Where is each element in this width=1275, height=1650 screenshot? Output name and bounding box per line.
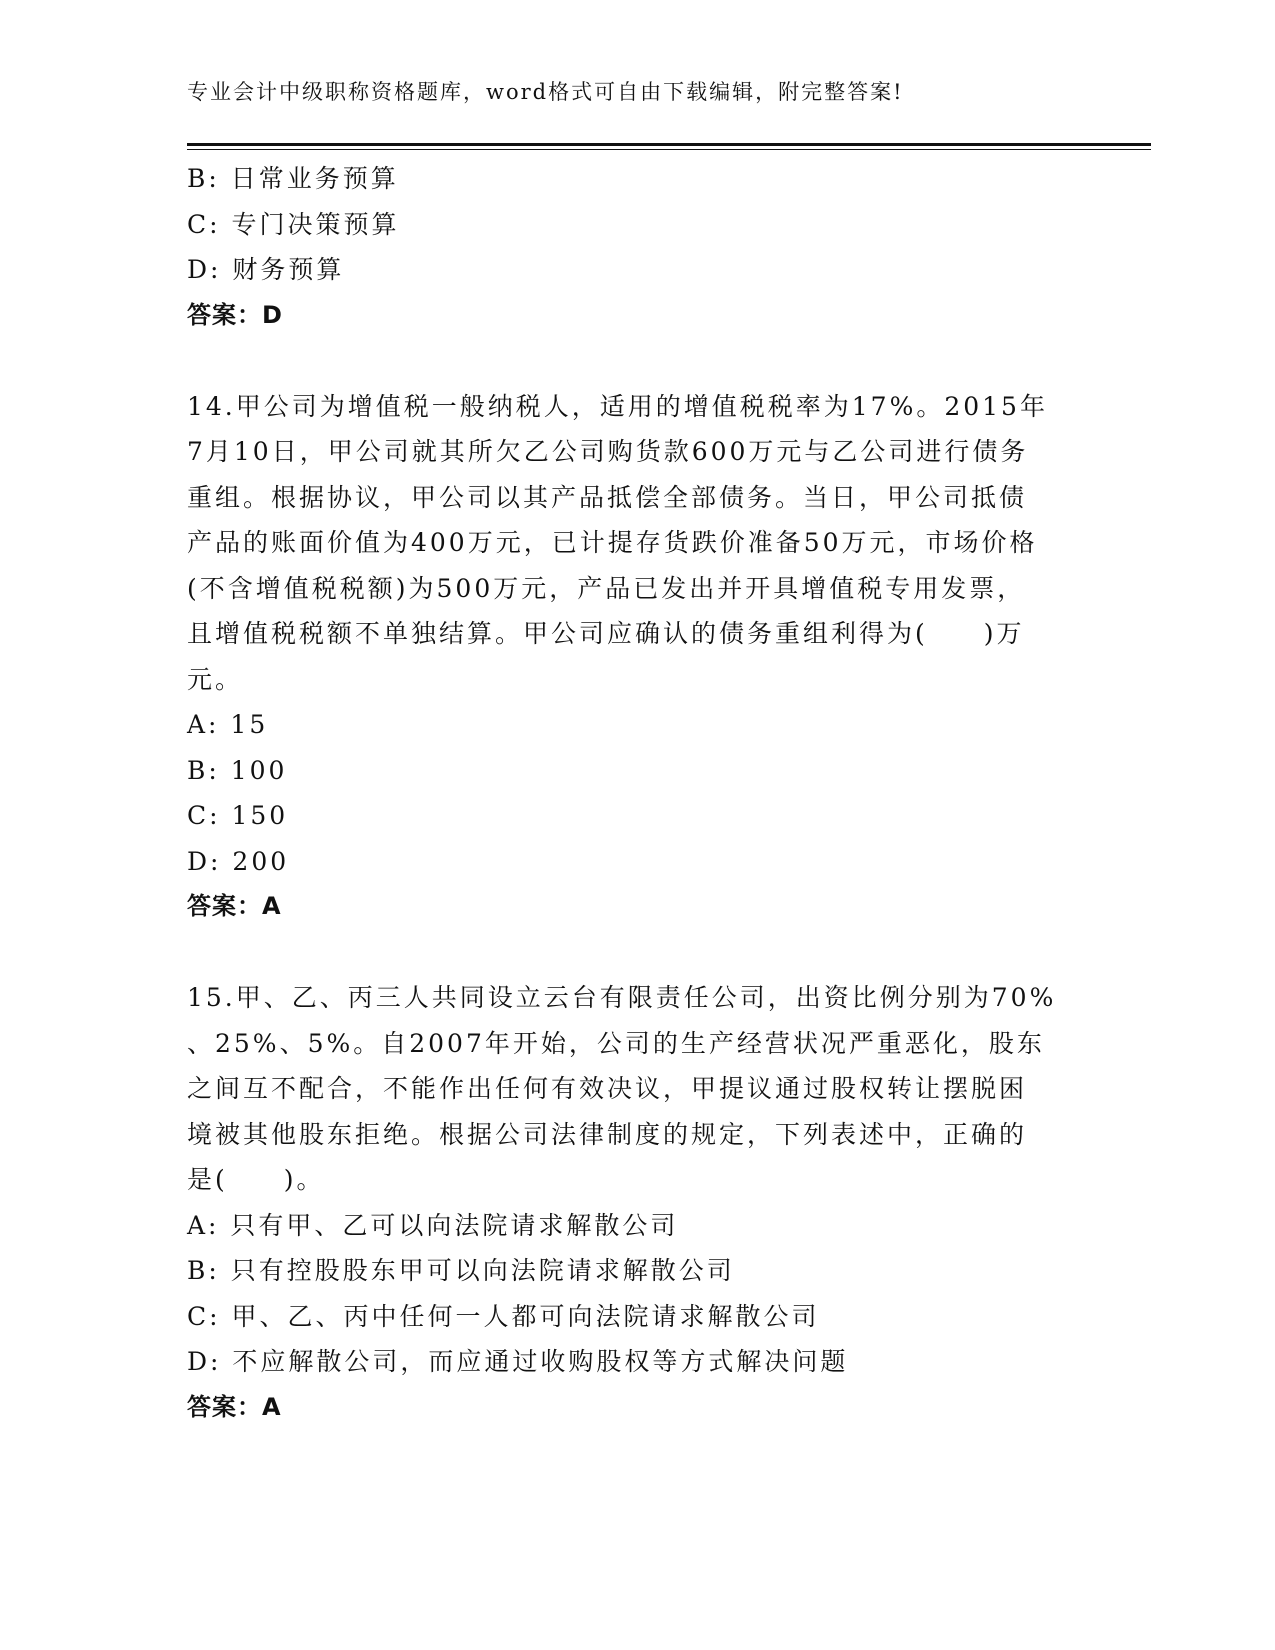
q14-stem-line: 重组。根据协议，甲公司以其产品抵偿全部债务。当日，甲公司抵债 [187, 482, 1028, 512]
q14-stem-line: 元。 [187, 664, 244, 694]
q14-option-b: B: 100 [187, 755, 288, 785]
q15-option-c: C: 甲、乙、丙中任何一人都可向法院请求解散公司 [187, 1301, 820, 1331]
spacer [187, 930, 1087, 976]
q13-option-b: B: 日常业务预算 [187, 164, 399, 193]
q13-option-d: D: 财务预算 [187, 255, 345, 284]
q15-option-a: A: 只有甲、乙可以向法院请求解散公司 [187, 1210, 679, 1240]
q14-stem-line: 7月10日，甲公司就其所欠乙公司购货款600万元与乙公司进行债务 [187, 437, 1029, 466]
q15-stem-line: 境被其他股东拒绝。根据公司法律制度的规定，下列表述中，正确的 [187, 1119, 1028, 1149]
page-header: 专业会计中级职称资格题库，word格式可自由下载编辑，附完整答案! [187, 80, 904, 104]
q14-option-a: A: 15 [187, 710, 269, 739]
header-rule-thick [187, 143, 1151, 146]
q15-option-d: D: 不应解散公司，而应通过收购股权等方式解决问题 [187, 1347, 849, 1376]
q14-option-c: C: 150 [187, 801, 289, 830]
q15-stem-line: 是( )。 [187, 1165, 325, 1194]
q15-option-b: B: 只有控股股东甲可以向法院请求解散公司 [187, 1256, 735, 1285]
q15-answer: 答案：A [187, 1392, 282, 1421]
q14-stem-line: 产品的账面价值为400万元，已计提存货跌价准备50万元，市场价格 [187, 528, 1038, 557]
q14-option-d: D: 200 [187, 846, 290, 876]
q14-stem-line: 且增值税税额不单独结算。甲公司应确认的债务重组利得为( )万 [187, 619, 1025, 648]
q14-answer: 答案：A [187, 892, 282, 920]
question-15-block [187, 975, 1087, 1430]
spacer [187, 338, 1087, 384]
q15-stem-line: 之间互不配合，不能作出任何有效决议，甲提议通过股权转让摆脱困 [187, 1074, 1028, 1103]
q15-stem-line: 、25%、5%。自2007年开始，公司的生产经营状况严重恶化，股东 [187, 1028, 1045, 1058]
q15-stem-line: 15.甲、乙、丙三人共同设立云台有限责任公司，出资比例分别为70% [187, 983, 1057, 1012]
document-body [187, 156, 1087, 1430]
q13-answer: 答案：D [187, 300, 283, 329]
header-rule-thin [187, 149, 1151, 150]
question-14-block [187, 384, 1087, 930]
question-13-block [187, 156, 1087, 338]
q14-stem-line: 14.甲公司为增值税一般纳税人，适用的增值税税率为17%。2015年 [187, 391, 1048, 421]
q14-stem-line: (不含增值税税额)为500万元，产品已发出并开具增值税专用发票， [187, 573, 1026, 603]
q13-option-c: C: 专门决策预算 [187, 209, 400, 239]
